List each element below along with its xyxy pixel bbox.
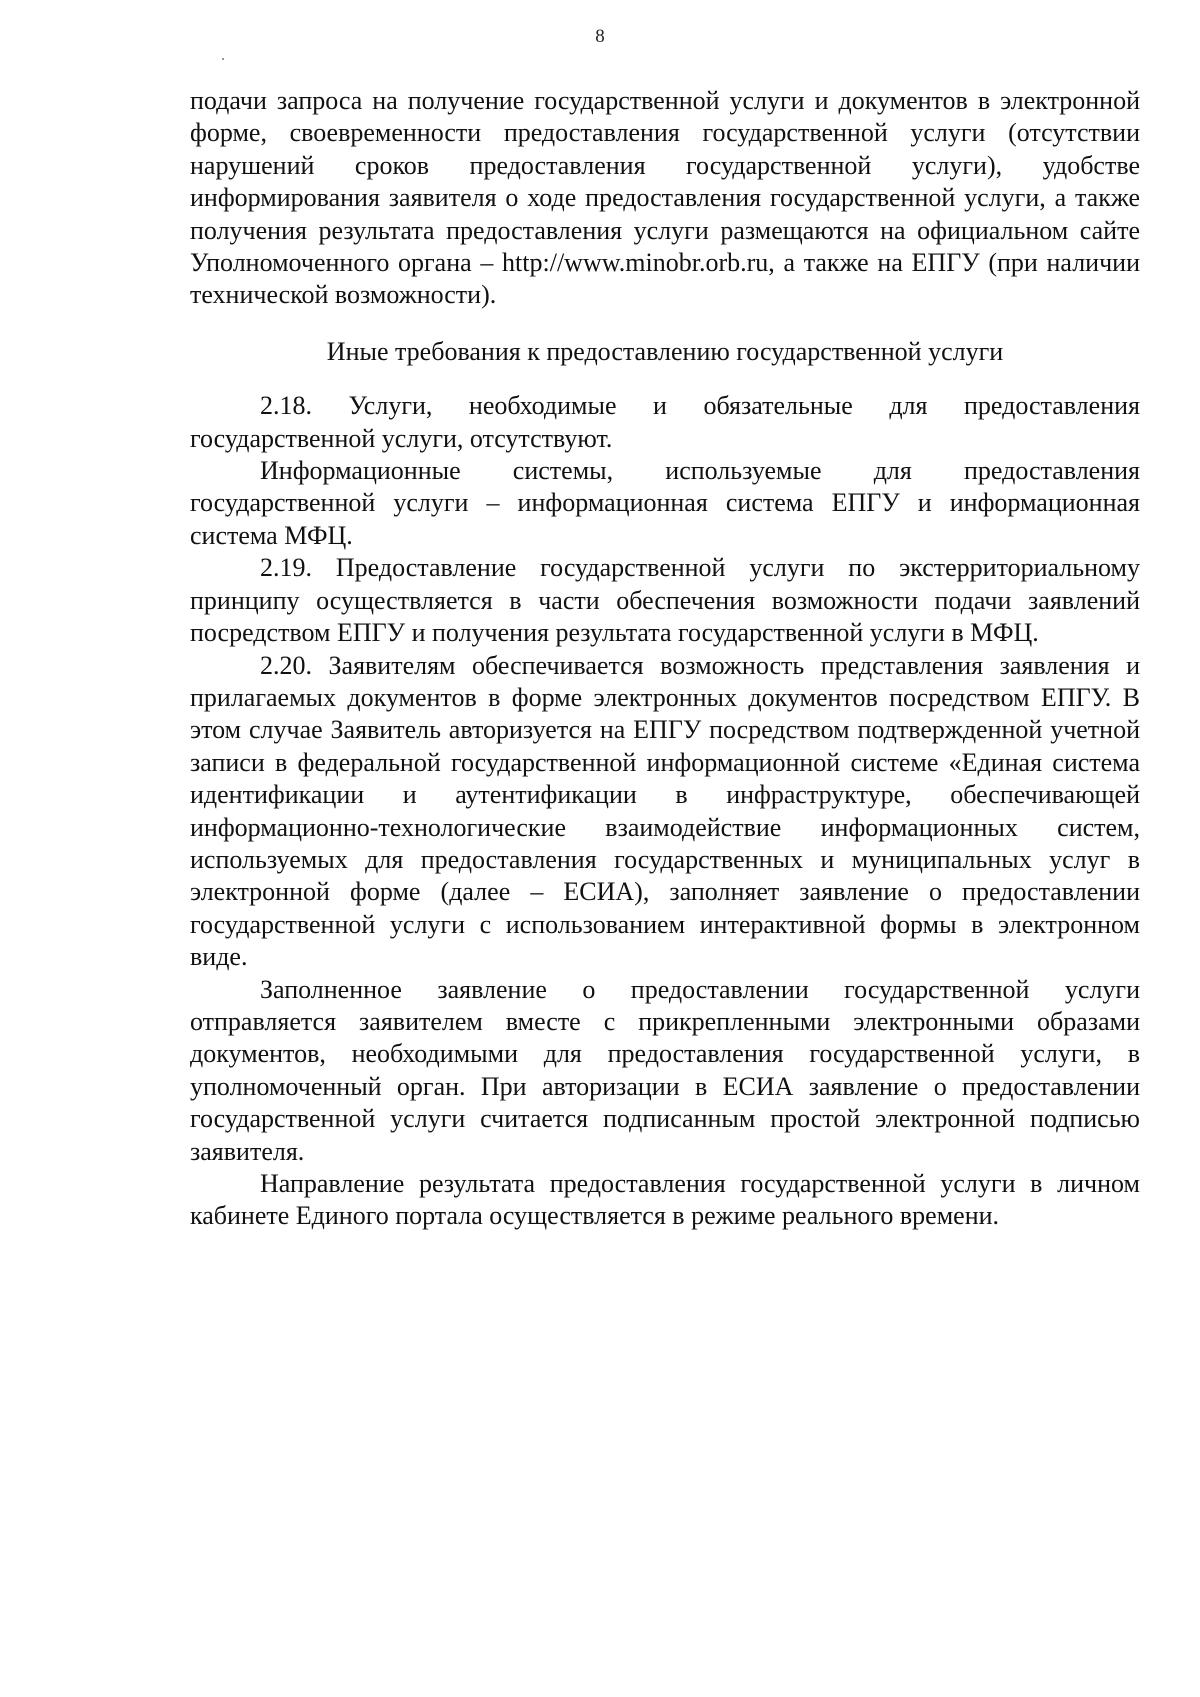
paragraph-2-20: 2.20. Заявителям обеспечивается возможность представления заявления и прилагаемых документов в форме электронных документов посредством ЕПГУ. В этом случае Заявитель авторизуется на ЕПГУ посредством подтвержденной учетной записи в федеральной государственной информационной системе «Единая система идентификации и аутентификации в инфраструктуре, обеспечивающей информационно-технологические взаимодействие информационных систем, используемых для предоставления государственных и муниципальных услуг в электронной форме (далее – ЕСИА), заполняет заявление о предоставлении государственной услуги с использованием интерактивной формы в электронном виде. xyxy=(190,650,1140,972)
paragraph-2-18: 2.18. Услуги, необходимые и обязательные для предоставления государственной услуги, отсутствуют. xyxy=(190,391,1140,453)
paragraph-result-delivery: Направление результата предоставления государственной услуги в личном кабинете Единого портала осуществляется в режиме реального времени. xyxy=(190,1169,1140,1231)
paragraph-filled-application: Заполненное заявление о предоставлении государственной услуги отправляется заявителем вместе с прикрепленными электронными образами документов, необходимыми для предоставления государственной услуги, в уполномоченный орган. При авторизации в ЕСИА заявление о предоставлении государственной услуги считается подписанным простой электронной подписью заявителя. xyxy=(190,974,1140,1166)
paragraph-continuation: подачи запроса на получение государственной услуги и документов в электронной форме, своевременности предоставления государственной услуги (отсутствии нарушений сроков предоставления государственной услуги), удобстве информирования заявителя о ходе предоставления государственной услуги, а также получения результата предоставления услуги размещаются на официальном сайте Уполномоченного органа – http://www.minobr.orb.ru, а также на ЕПГУ (при наличии технической возможности). xyxy=(190,86,1140,310)
page-number: 8 xyxy=(595,26,605,47)
document-body xyxy=(190,85,1140,1233)
paragraph-information-systems: Информационные системы, используемые для предоставления государственной услуги – информационная система ЕПГУ и информационная система МФЦ. xyxy=(190,456,1140,550)
section-heading: Иные требования к предоставлению государственной услуги xyxy=(326,336,1004,366)
paragraph-2-19: 2.19. Предоставление государственной услуги по экстерриториальному принципу осуществляется в части обеспечения возможности подачи заявлений посредством ЕПГУ и получения результата государственной услуги в МФЦ. xyxy=(190,553,1140,648)
scan-speck xyxy=(222,58,224,60)
